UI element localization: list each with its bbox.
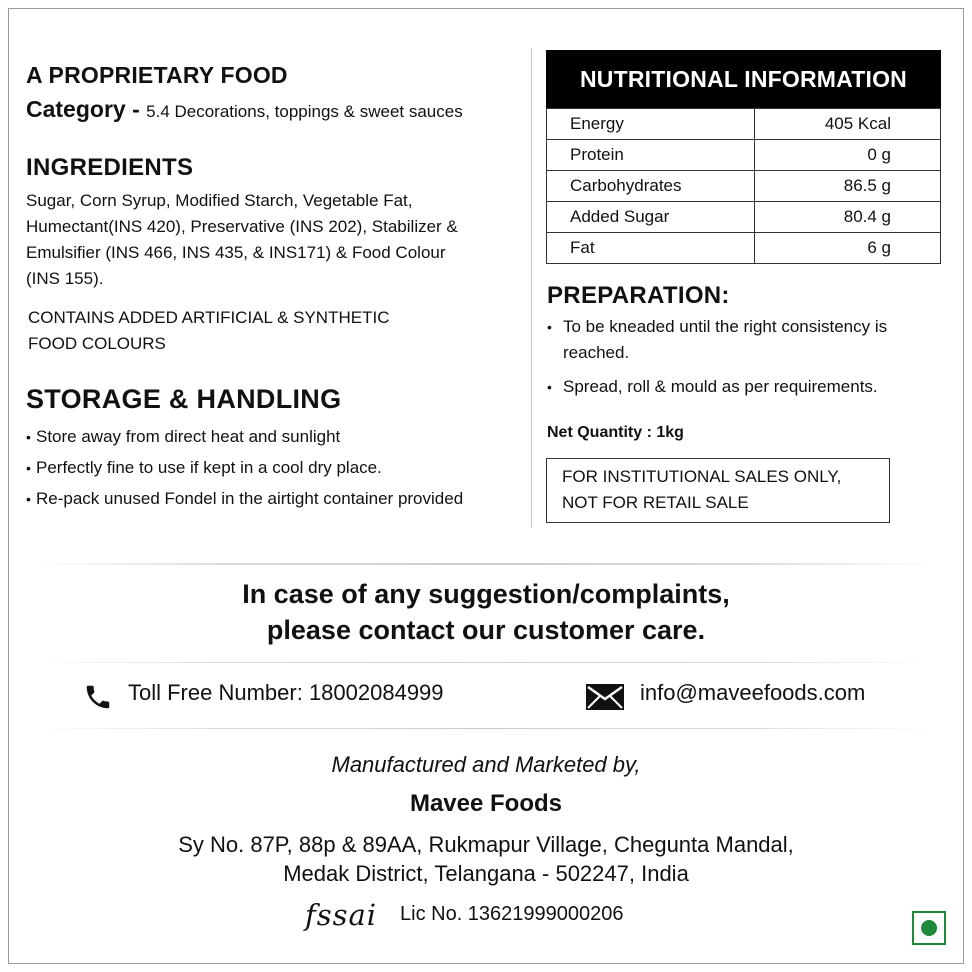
nutrient-name: Energy — [547, 109, 755, 140]
nutrition-heading: NUTRITIONAL INFORMATION — [546, 50, 941, 108]
nutrient-name: Fat — [547, 233, 755, 264]
care-line: In case of any suggestion/complaints, — [242, 579, 730, 609]
table-row — [547, 171, 941, 202]
preparation-list — [547, 314, 923, 408]
bullet: • — [547, 379, 552, 395]
address-line: Medak District, Telangana - 502247, India — [283, 861, 689, 886]
institutional-sales-box — [546, 458, 890, 523]
nutrient-name: Carbohydrates — [547, 171, 755, 202]
preparation-item — [547, 314, 923, 366]
bullet: • — [26, 429, 31, 445]
preparation-item-text: Spread, roll & mould as per requirements. — [563, 377, 878, 396]
preparation-heading: PREPARATION: — [547, 282, 730, 309]
nutrient-value: 405 Kcal — [755, 109, 941, 140]
preparation-item-text: To be kneaded until the right consistency is reached. — [563, 317, 888, 362]
bullet: • — [26, 491, 31, 507]
storage-item-text: Re-pack unused Fondel in the airtight container provided — [36, 489, 464, 508]
ingredients-line: Emulsifier (INS 466, INS 435, & INS171) & Food Colour — [26, 243, 446, 262]
address-line: Sy No. 87P, 88p & 89AA, Rukmapur Village, Chegunta Mandal, — [178, 832, 794, 857]
license-number: Lic No. 13621999000206 — [400, 903, 624, 925]
storage-list — [26, 426, 463, 519]
nutrient-value: 86.5 g — [755, 171, 941, 202]
mail-icon — [585, 683, 625, 711]
contains-line: FOOD COLOURS — [28, 334, 166, 353]
bullet: • — [26, 460, 31, 476]
contains-line: CONTAINS ADDED ARTIFICIAL & SYNTHETIC — [28, 308, 390, 327]
nutrient-name: Added Sugar — [547, 202, 755, 233]
bullet: • — [547, 319, 552, 335]
table-row — [547, 202, 941, 233]
email-link[interactable]: info@maveefoods.com — [640, 680, 866, 705]
phone-icon — [83, 682, 113, 712]
nutrient-name: Protein — [547, 140, 755, 171]
ingredients-heading: INGREDIENTS — [26, 154, 194, 181]
nutrition-table — [546, 108, 941, 264]
ingredients-line: Sugar, Corn Syrup, Modified Starch, Vegetable Fat, — [26, 191, 413, 210]
company-address — [0, 830, 972, 888]
storage-item — [26, 488, 463, 519]
nutrient-value: 0 g — [755, 140, 941, 171]
table-row — [547, 140, 941, 171]
manufactured-by-label: Manufactured and Marketed by, — [331, 752, 641, 777]
storage-item-text: Store away from direct heat and sunlight — [36, 427, 341, 446]
category-line — [26, 96, 463, 123]
table-row — [547, 233, 941, 264]
divider — [36, 563, 936, 565]
table-row — [547, 109, 941, 140]
ingredients-line: Humectant(INS 420), Preservative (INS 202), Stabilizer & — [26, 217, 458, 236]
company-name: Mavee Foods — [409, 790, 563, 817]
care-line: please contact our customer care. — [266, 615, 706, 645]
artificial-colours-note — [28, 305, 389, 357]
divider — [36, 728, 936, 729]
category-value: 5.4 Decorations, toppings & sweet sauces — [146, 102, 463, 121]
preparation-item — [547, 374, 923, 400]
storage-item-text: Perfectly fine to use if kept in a cool dry place. — [36, 458, 382, 477]
toll-free-number[interactable]: Toll Free Number: 18002084999 — [128, 680, 444, 705]
customer-care-message — [0, 576, 972, 648]
column-divider — [531, 48, 532, 528]
proprietary-food-title: A PROPRIETARY FOOD — [26, 62, 288, 88]
nutrient-value: 6 g — [755, 233, 941, 264]
divider — [36, 662, 936, 663]
institutional-line: NOT FOR RETAIL SALE — [562, 493, 749, 512]
nutrient-value: 80.4 g — [755, 202, 941, 233]
category-label: Category - — [26, 96, 147, 122]
veg-mark-icon — [912, 911, 946, 945]
ingredients-line: (INS 155). — [26, 269, 104, 288]
storage-item — [26, 426, 463, 457]
storage-heading: STORAGE & HANDLING — [26, 384, 342, 414]
veg-dot — [921, 920, 937, 936]
fssai-logo: fssai — [305, 898, 378, 932]
ingredients-text — [26, 188, 526, 292]
storage-item — [26, 457, 463, 488]
institutional-line: FOR INSTITUTIONAL SALES ONLY, — [562, 467, 842, 486]
net-quantity: Net Quantity : 1kg — [547, 424, 684, 441]
